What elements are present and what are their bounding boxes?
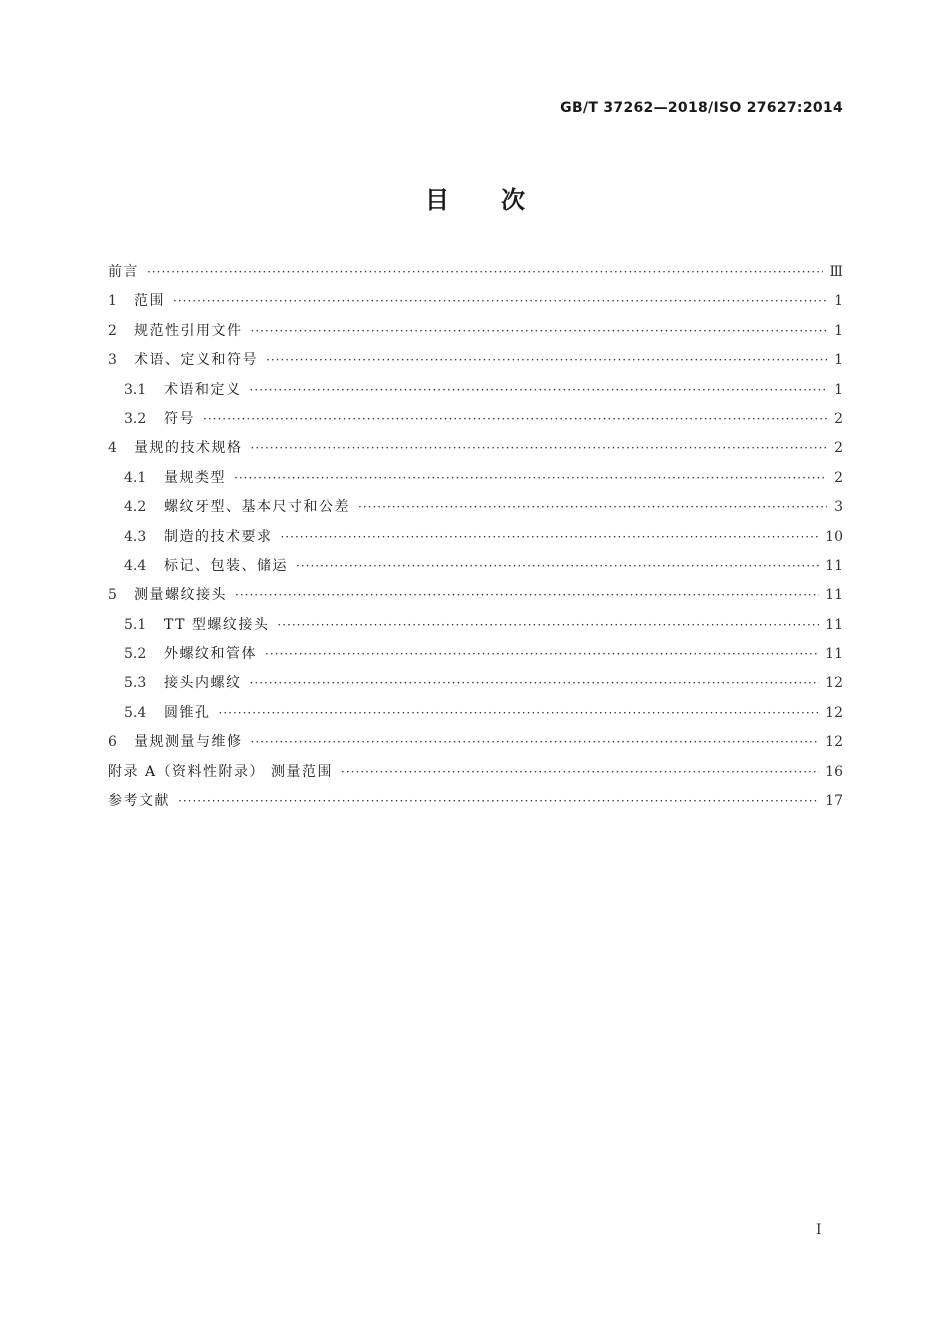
toc-entry-page: 11	[825, 557, 843, 574]
toc-entry-page: 12	[825, 734, 843, 751]
toc-leader-dots	[235, 581, 819, 610]
toc-entry[interactable]	[108, 376, 843, 405]
toc-entry-page: 1	[834, 381, 843, 398]
toc-leader-dots	[358, 493, 827, 522]
toc-leader-dots	[147, 258, 823, 287]
toc-entry[interactable]	[108, 434, 843, 463]
toc-entry[interactable]	[108, 758, 843, 787]
toc-entry-number: 3.2	[124, 410, 147, 427]
toc-entry-title: TT 型螺纹接头	[164, 616, 270, 633]
toc-leader-dots	[281, 523, 820, 552]
toc-entry-title: 外螺纹和管体	[164, 646, 257, 663]
toc-leader-dots	[341, 758, 819, 787]
toc-entry-title: 螺纹牙型、基本尺寸和公差	[164, 499, 350, 516]
toc-entry[interactable]	[108, 464, 843, 493]
toc-entry[interactable]	[108, 287, 843, 316]
toc-entry-title: 前言	[108, 263, 139, 280]
toc-entry-number: 4.1	[124, 469, 147, 486]
toc-entry[interactable]	[108, 405, 843, 434]
toc-entry[interactable]	[108, 523, 843, 552]
toc-leader-dots	[250, 376, 828, 405]
toc-entry-number: 6	[108, 734, 117, 751]
toc-entry-page: 12	[825, 675, 843, 692]
toc-entry-page: Ⅲ	[829, 263, 843, 280]
toc-entry[interactable]	[108, 581, 843, 610]
table-of-contents	[108, 258, 843, 816]
toc-entry-title: 符号	[164, 410, 195, 427]
toc-entry-page: 11	[825, 587, 843, 604]
standard-number-header: GB/T 37262—2018/ISO 27627:2014	[560, 100, 843, 116]
toc-entry-number: 5.3	[124, 675, 147, 692]
toc-entry-number: 4	[108, 440, 117, 457]
toc-entry-number: 5.1	[124, 616, 147, 633]
toc-title	[0, 180, 950, 215]
toc-entry-number: 5.4	[124, 704, 147, 721]
toc-entry-page: 16	[825, 763, 843, 780]
toc-entry-number: 1	[108, 293, 117, 310]
toc-entry-page: 17	[825, 793, 843, 810]
toc-entry[interactable]	[108, 611, 843, 640]
toc-entry-title: 规范性引用文件	[134, 322, 243, 339]
toc-entry-page: 2	[834, 469, 843, 486]
toc-leader-dots	[251, 317, 828, 346]
toc-entry-title: 术语和定义	[164, 381, 242, 398]
toc-leader-dots	[234, 464, 827, 493]
toc-entry-page: 1	[834, 352, 843, 369]
page-number: I	[816, 1222, 822, 1238]
toc-leader-dots	[277, 611, 819, 640]
toc-leader-dots	[173, 287, 827, 316]
toc-entry-title: 圆锥孔	[164, 704, 211, 721]
toc-entry-title: 术语、定义和符号	[134, 352, 258, 369]
toc-entry-page: 1	[834, 293, 843, 310]
toc-leader-dots	[296, 552, 819, 581]
toc-entry-page: 1	[834, 322, 843, 339]
toc-entry-title: 接头内螺纹	[164, 675, 242, 692]
toc-leader-dots	[251, 434, 828, 463]
toc-entry[interactable]	[108, 346, 843, 375]
toc-entry-title: 量规类型	[164, 469, 226, 486]
toc-entry-number: 5.2	[124, 646, 147, 663]
toc-entry-title: 范围	[134, 293, 165, 310]
toc-entry-page: 3	[834, 499, 843, 516]
toc-entry[interactable]	[108, 699, 843, 728]
toc-entry-number: 3	[108, 352, 117, 369]
toc-entry[interactable]	[108, 493, 843, 522]
toc-leader-dots	[203, 405, 827, 434]
toc-entry-page: 12	[825, 704, 843, 721]
toc-entry-page: 10	[825, 528, 843, 545]
toc-entry-page: 2	[834, 410, 843, 427]
toc-entry-title: 标记、包装、储运	[164, 557, 288, 574]
toc-title-char-1: 目	[425, 186, 449, 214]
toc-entry[interactable]	[108, 552, 843, 581]
toc-entry-number: 5	[108, 587, 117, 604]
toc-entry-title: 量规的技术规格	[134, 440, 243, 457]
toc-leader-dots	[265, 640, 819, 669]
toc-title-char-2: 次	[501, 186, 525, 214]
toc-entry-title: 量规测量与维修	[134, 734, 243, 751]
toc-entry-title: 附录 A（资料性附录） 测量范围	[108, 763, 334, 780]
toc-entry[interactable]	[108, 640, 843, 669]
toc-leader-dots	[266, 346, 827, 375]
toc-entry-number: 2	[108, 322, 117, 339]
toc-entry-title: 测量螺纹接头	[134, 587, 227, 604]
toc-entry-page: 11	[825, 616, 843, 633]
toc-leader-dots	[219, 699, 820, 728]
toc-entry-title: 参考文献	[108, 793, 170, 810]
toc-entry-number: 3.1	[124, 381, 147, 398]
toc-entry[interactable]	[108, 317, 843, 346]
toc-entry-number: 4.3	[124, 528, 147, 545]
toc-entry-page: 2	[834, 440, 843, 457]
toc-entry[interactable]	[108, 787, 843, 816]
toc-leader-dots	[250, 669, 820, 698]
toc-entry-number: 4.2	[124, 499, 147, 516]
toc-entry[interactable]	[108, 728, 843, 757]
toc-entry-page: 11	[825, 646, 843, 663]
toc-leader-dots	[251, 728, 820, 757]
toc-entry[interactable]	[108, 669, 843, 698]
toc-leader-dots	[178, 787, 819, 816]
toc-entry[interactable]	[108, 258, 843, 287]
toc-entry-number: 4.4	[124, 557, 147, 574]
toc-entry-title: 制造的技术要求	[164, 528, 273, 545]
